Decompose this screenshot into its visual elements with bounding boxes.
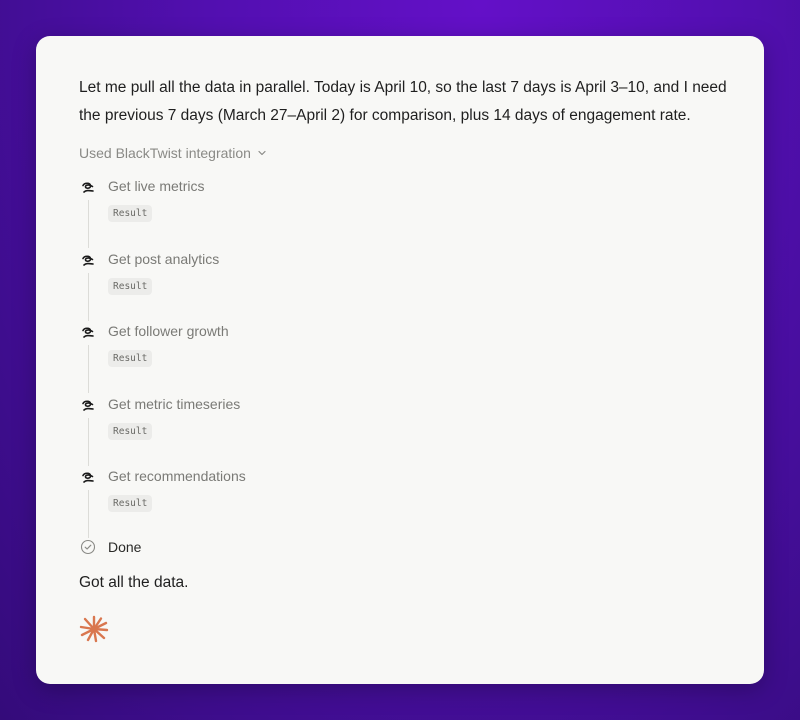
blacktwist-icon [80, 470, 96, 486]
tool-steps-list [79, 176, 479, 539]
step-connector [88, 273, 89, 321]
tool-step[interactable] [79, 394, 479, 467]
blacktwist-icon [80, 398, 96, 414]
tool-step-label: Get live metrics [108, 178, 205, 194]
integration-label: Used BlackTwist integration [79, 145, 251, 161]
done-label: Done [108, 539, 142, 555]
result-chip[interactable]: Result [108, 350, 152, 367]
claude-spark-icon [79, 615, 109, 643]
blacktwist-icon [80, 253, 96, 269]
tool-step[interactable] [79, 466, 479, 539]
result-chip[interactable]: Result [108, 423, 152, 440]
result-chip[interactable]: Result [108, 278, 152, 295]
chat-message-card [36, 36, 764, 684]
blacktwist-icon [80, 325, 96, 341]
step-connector [88, 200, 89, 248]
check-circle-icon [80, 539, 96, 555]
step-connector [88, 418, 89, 466]
assistant-intro-text: Let me pull all the data in parallel. Today is April 10, so the last 7 days is April 3–10, and I need the previous 7 days (March 27–April 2) for comparison, plus 14 days of engagement rate. [79, 79, 727, 124]
tool-step[interactable] [79, 249, 479, 322]
integration-toggle[interactable] [79, 145, 267, 161]
result-chip[interactable]: Result [108, 495, 152, 512]
tool-step[interactable] [79, 176, 479, 249]
done-status [79, 539, 141, 555]
step-connector [88, 490, 89, 538]
tool-step[interactable] [79, 321, 479, 394]
tool-step-label: Get follower growth [108, 323, 229, 339]
chevron-down-icon [257, 148, 267, 158]
result-chip[interactable]: Result [108, 205, 152, 222]
tool-step-label: Get post analytics [108, 250, 220, 267]
assistant-final-text: Got all the data. [79, 574, 189, 591]
blacktwist-icon [80, 180, 96, 196]
tool-step-label: Get metric timeseries [108, 395, 241, 412]
step-connector [88, 345, 89, 393]
tool-step-label: Get recommendations [108, 468, 246, 484]
